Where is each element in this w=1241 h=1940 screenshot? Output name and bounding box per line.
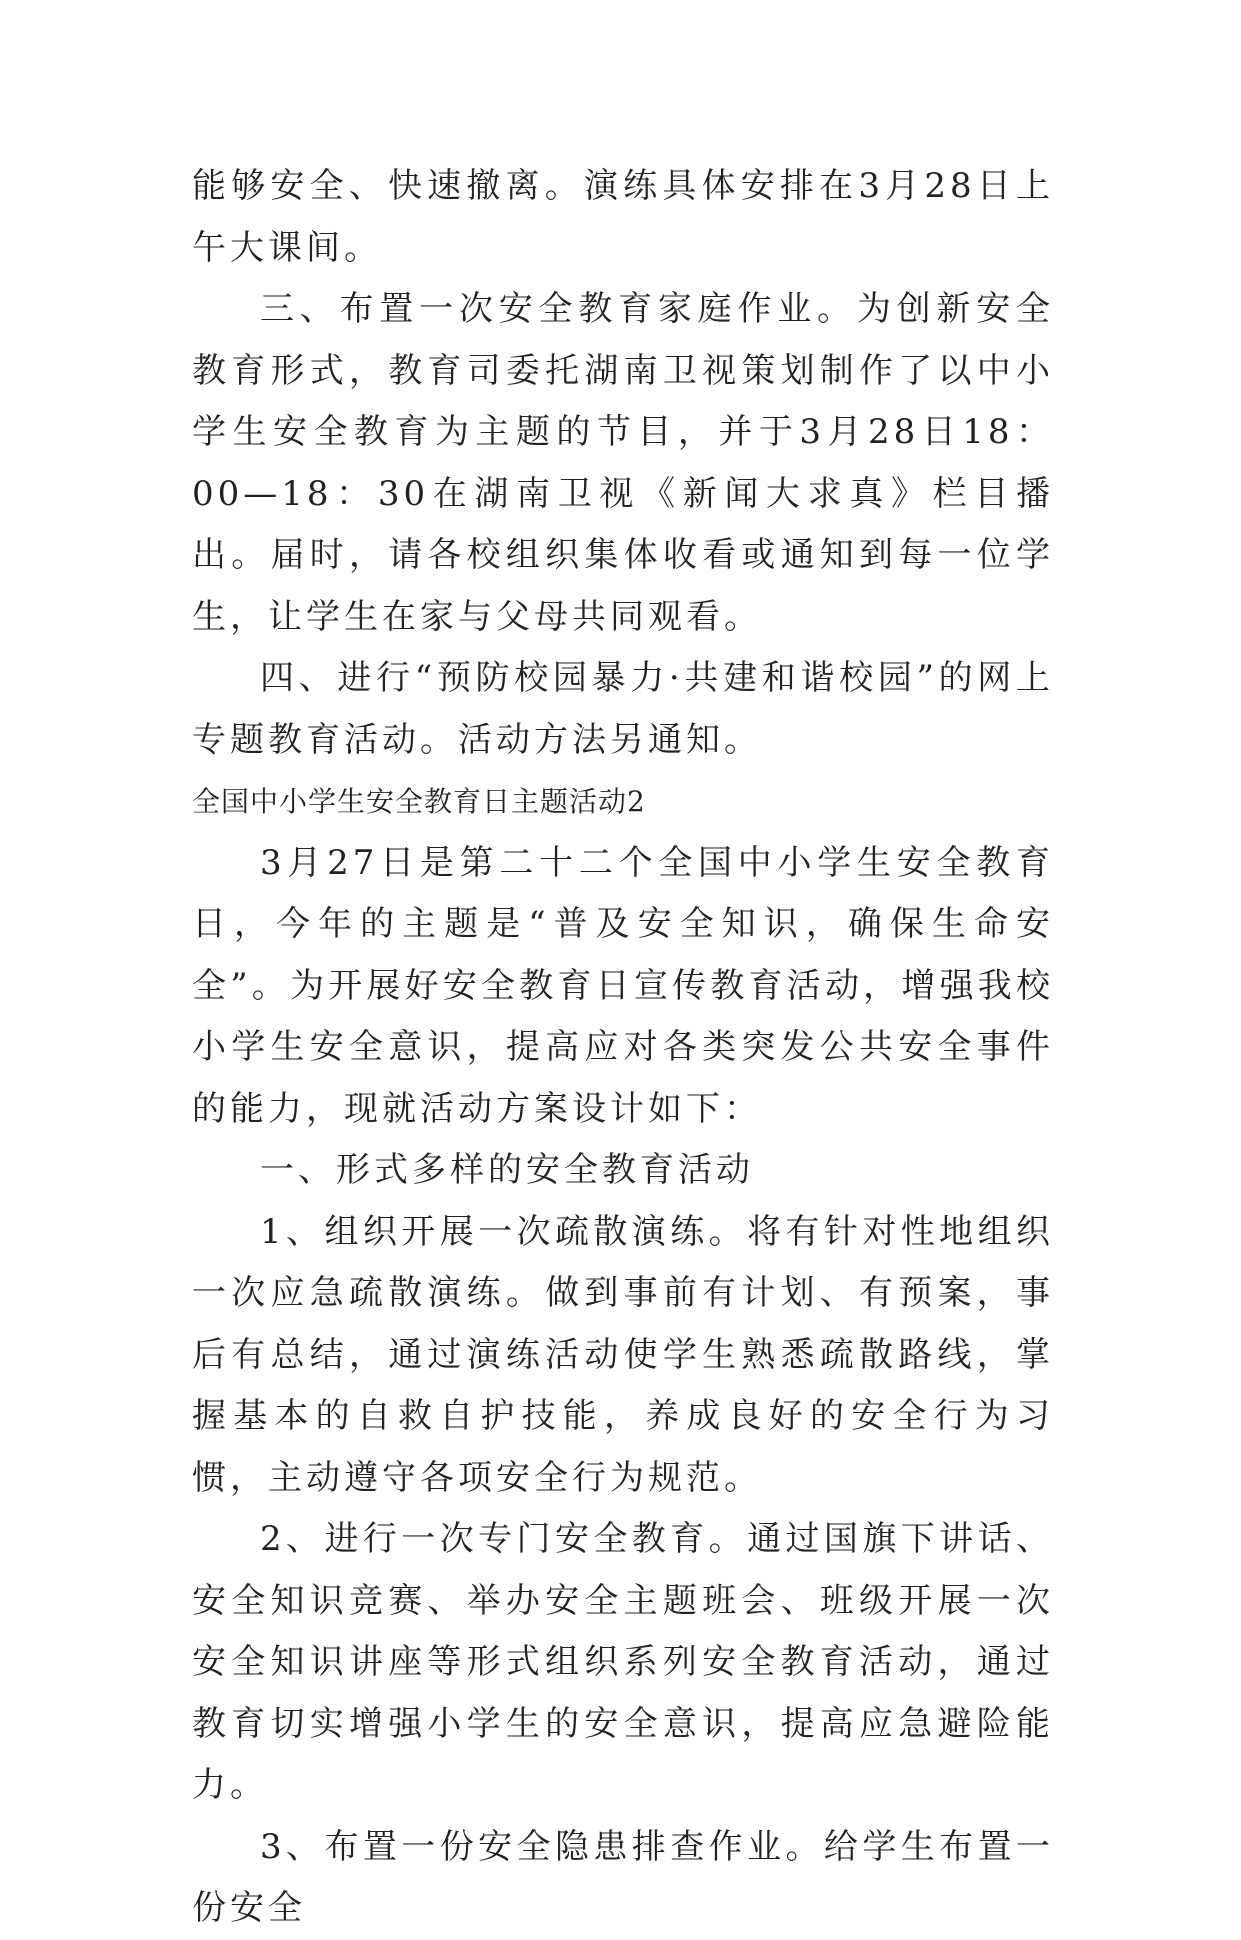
paragraph-drill-continuation: 能够安全、快速撤离。演练具体安排在3月28日上午大课间。 xyxy=(192,166,1054,268)
paragraph-subheading-activities: 一、形式多样的安全教育活动 xyxy=(260,1150,754,1190)
paragraph-home-assignment: 三、布置一次安全教育家庭作业。为创新安全教育形式，教育司委托湖南卫视策划制作了以中小学生安全教育为主题的节目，并于3月28日18：00—18：30在湖南卫视《新闻大求真》栏目播出。届时，请各校组织集体收看或通知到每一位学生，让学生在家与父母共同观看。 xyxy=(192,289,1054,637)
paragraph-item-2: 2、进行一次专门安全教育。通过国旗下讲话、安全知识竞赛、举办安全主题班会、班级开展一次安全知识讲座等形式组织系列安全教育活动，通过教育切实增强小学生的安全意识，提高应急避险能力。 xyxy=(192,1519,1054,1805)
paragraph-online-education: 四、进行“预防校园暴力·共建和谐校园”的网上专题教育活动。活动方法另通知。 xyxy=(192,658,1054,760)
section-heading: 全国中小学生安全教育日主题活动2 xyxy=(192,785,646,818)
paragraph-item-1: 1、组织开展一次疏散演练。将有针对性地组织一次应急疏散演练。做到事前有计划、有预案，事后有总结，通过演练活动使学生熟悉疏散路线，掌握基本的自救自护技能，养成良好的安全行为习惯，主动遵守各项安全行为规范。 xyxy=(192,1211,1054,1498)
paragraph-item-3: 3、布置一份安全隐患排查作业。给学生布置一份安全 xyxy=(192,1826,1054,1928)
document-body xyxy=(192,156,1054,1940)
paragraph-intro: 3月27日是第二十二个全国中小学生安全教育日，今年的主题是“普及安全知识，确保生命安全”。为开展好安全教育日宣传教育活动，增强我校小学生安全意识，提高应对各类突发公共安全事件的能力，现就活动方案设计如下： xyxy=(192,842,1054,1129)
